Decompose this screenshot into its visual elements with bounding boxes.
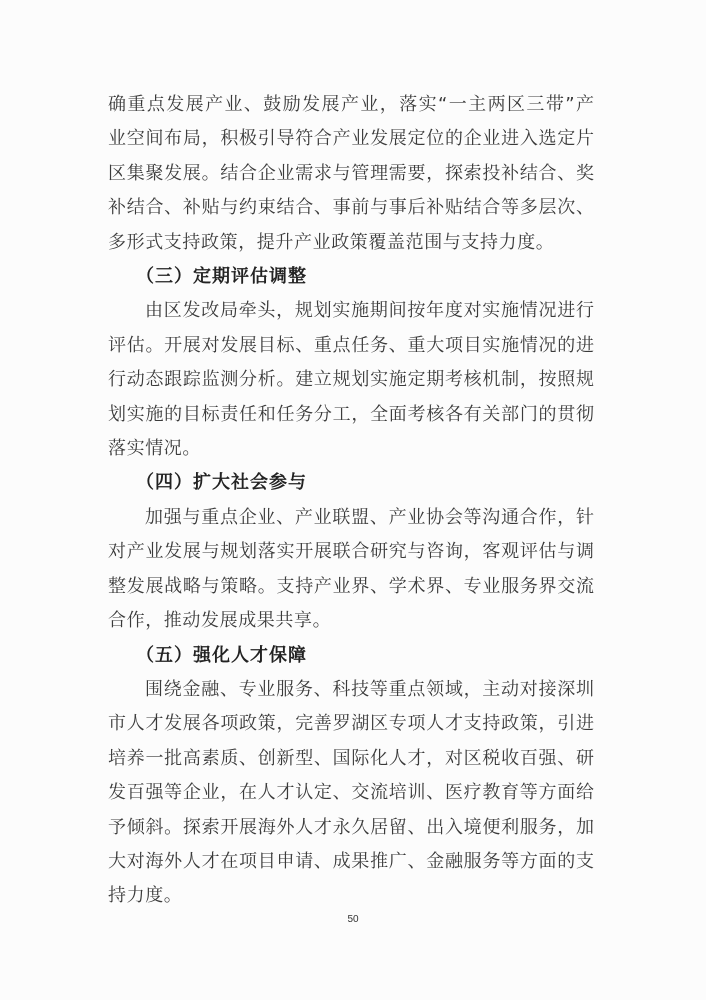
text-line: 大对海外人才在项目申请、成果推广、金融服务等方面的支 bbox=[108, 850, 594, 872]
text-line: 对产业发展与规划落实开展联合研究与咨询，客观评估与调 bbox=[108, 541, 594, 563]
text-line: 合作，推动发展成果共享。 bbox=[108, 610, 332, 632]
text-line: 行动态跟踪监测分析。建立规划实施定期考核机制，按照规 bbox=[108, 369, 594, 391]
text-line: 加强与重点企业、产业联盟、产业协会等沟通合作，针 bbox=[145, 506, 594, 528]
section-heading-5: （五）强化人才保障 bbox=[136, 644, 307, 666]
text-line: 补结合、补贴与约束结合、事前与事后补贴结合等多层次、 bbox=[108, 197, 594, 219]
section-heading-4: （四）扩大社会参与 bbox=[136, 472, 307, 494]
text-line: 划实施的目标责任和任务分工，全面考核各有关部门的贯彻 bbox=[108, 403, 594, 425]
text-line: 由区发改局牵头，规划实施期间按年度对实施情况进行 bbox=[145, 300, 594, 322]
section-heading-3: （三）定期评估调整 bbox=[136, 266, 307, 288]
text-line: 业空间布局，积极引导符合产业发展定位的企业进入选定片 bbox=[108, 128, 594, 150]
text-line: 确重点发展产业、鼓励发展产业，落实“一主两区三带”产 bbox=[108, 94, 594, 115]
text-line: 予倾斜。探索开展海外人才永久居留、出入境便利服务，加 bbox=[108, 816, 594, 838]
text-line: 发百强等企业，在人才认定、交流培训、医疗教育等方面给 bbox=[108, 782, 594, 804]
page-number: 50 bbox=[347, 914, 359, 925]
text-line: 市人才发展各项政策，完善罗湖区专项人才支持政策，引进 bbox=[108, 713, 594, 735]
text-line: 落实情况。 bbox=[108, 438, 201, 460]
text-line: 区集聚发展。结合企业需求与管理需要，探索投补结合、奖 bbox=[108, 162, 594, 184]
text-line: 围绕金融、专业服务、科技等重点领域，主动对接深圳 bbox=[145, 678, 594, 700]
text-line: 多形式支持政策，提升产业政策覆盖范围与支持力度。 bbox=[108, 231, 555, 253]
text-line: 整发展战略与策略。支持产业界、学术界、专业服务界交流 bbox=[108, 575, 594, 597]
text-line: 评估。开展对发展目标、重点任务、重大项目实施情况的进 bbox=[108, 334, 594, 356]
text-line: 培养一批高素质、创新型、国际化人才，对区税收百强、研 bbox=[108, 747, 594, 769]
document-page bbox=[108, 88, 594, 914]
text-line: 持力度。 bbox=[108, 885, 183, 907]
